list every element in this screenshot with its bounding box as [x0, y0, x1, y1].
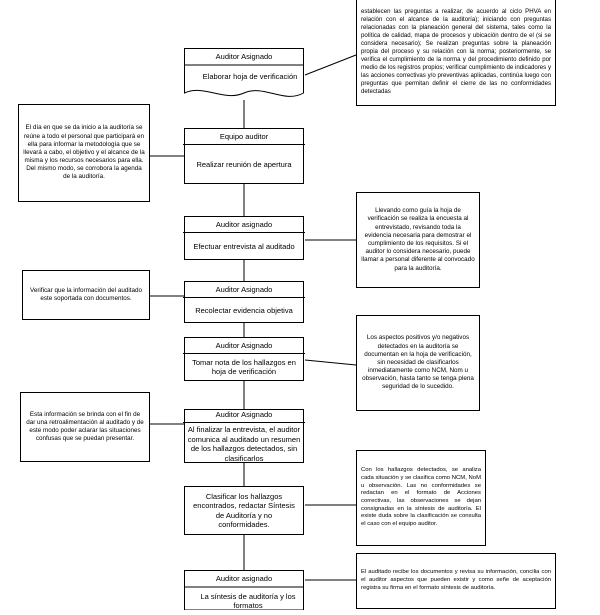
note-verificar-informacion: Verificar que la información del auditado este soportada con documentos. — [22, 270, 150, 320]
node-role-label: Auditor Asignado — [183, 407, 305, 423]
node-sintesis-auditoria[interactable] — [184, 570, 304, 610]
note-auditado-recibe-documentos: El auditado recibe los documentos y revisa su información, concilia con el auditor aspectos que pueden existir y como señe de aceptación registra su firma en el formato síntesis de auditoría. — [356, 553, 556, 609]
node-text-label: Efectuar entrevista al auditado — [193, 241, 295, 251]
node-text-label: Recolectar evidencia objetiva — [195, 305, 293, 315]
note-clasificacion-hallazgos: Con los hallazgos detectados, se analiza cada situación y se clasifica como NCM, NoM u observación. Las no conformidades se redactan en el formato de Acciones correctivas, las observaciones se dejan consignadas en la síntesis de auditoría. El existe duda sobre la clasificación se consulta el caso con el equipo auditor. — [356, 450, 486, 546]
node-role-label: Equipo auditor — [183, 129, 305, 145]
node-clasificar-hallazgos[interactable]: Clasificar los hallazgos encontrados, redactar Síntesis de Auditoría y no conformidades. — [184, 486, 304, 535]
node-elaborar-hoja[interactable] — [184, 48, 304, 102]
node-role-label: Auditor Asignado — [215, 52, 273, 61]
node-entrevista-auditado[interactable] — [184, 216, 304, 260]
node-reunion-apertura[interactable] — [184, 128, 304, 184]
node-role-label: Auditor Asignado — [183, 338, 305, 354]
node-text-label: La síntesis de auditoría y los formatos — [200, 592, 296, 610]
node-comunicar-resumen[interactable] — [184, 409, 304, 463]
node-text-label: Elaborar hoja de verificación — [202, 72, 298, 81]
node-text-label: Al finalizar la entrevista, el auditor comunica al auditado un resumen de los hallazgos detectados, sin clasificarlos — [187, 425, 301, 463]
node-role-label: Auditor asignado — [183, 217, 305, 233]
note-aspectos-positivos: Los aspectos positivos y/o negativos detectados en la auditoría se documentan en la hoja de verificación, sin necesidad de clasificarlos inmediatamente como NCM, Nom u observación, hasta tanto se tenga plena seguridad de lo sucedido. — [356, 315, 480, 411]
node-tomar-nota-hallazgos[interactable] — [184, 337, 304, 381]
note-entrevista: Llevando como guía la hoja de verificación se realiza la encuesta al entrevistado, revisando toda la evidencia necesaria para demostrar el cumplimiento de los requisitos. Si el auditor lo considera necesario, puede llamar a personal diferente al convocado para la auditoría. — [356, 192, 480, 288]
node-recolectar-evidencia[interactable] — [184, 281, 304, 323]
note-reunion-apertura: El día en que se da inicio a la auditoría se reúne a todo el personal que participará en ella para informar la metodología que se llevará a cabo, el objetivo y el alcance de la misma y los recursos necesarios para ella. Del mismo modo, se corrobora la agenda de la auditoría. — [18, 104, 150, 202]
note-planeacion-auditoria: establecen las preguntas a realizar, de acuerdo al ciclo PHVA en relación con el alcance de la auditoría); iniciando con preguntas relacionadas con la planeación general del sistema, tales como la política de calidad, mapa de procesos y ubicación dentro de el (si se considera necesario); Se realizan preguntas sobre la planeación propia del proceso y su relación con la norma; posteriormente, se verifica el cumplimiento de la norma y del procedimiento definido por medio de los registros propios; verificar cumplimiento de indicadores y las acciones correctivas y/o preventivas aplicadas, continúa luego con preguntas que permitan definir el cierre de las no conformidades detectadas — [356, 0, 556, 106]
node-text-label: Realizar reunión de apertura — [196, 159, 292, 169]
node-role-label: Auditor asignado — [215, 574, 273, 583]
note-retroalimentacion: Esta información se brinda con el fin de dar una retroalimentación al auditado y de este modo poder aclarar las situaciones confusas que se puedan presentar. — [20, 392, 150, 462]
node-text-label: Tomar nota de los hallazgos en hoja de verificación — [192, 357, 296, 377]
node-role-label: Auditor Asignado — [183, 282, 305, 298]
